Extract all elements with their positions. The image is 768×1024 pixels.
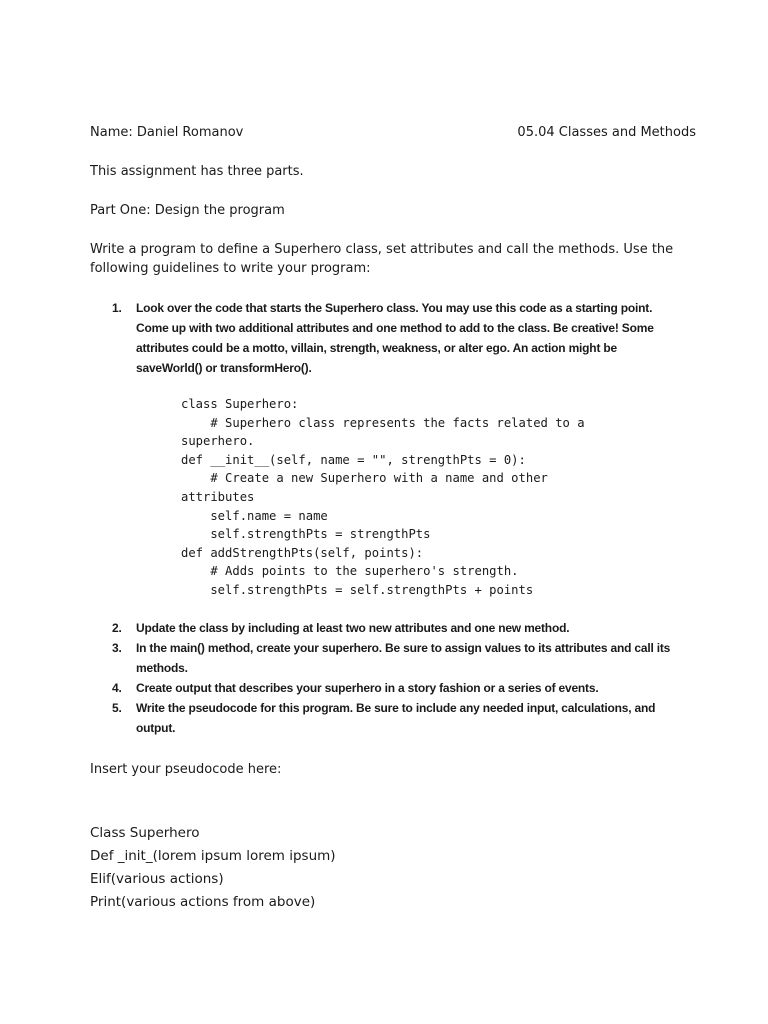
step-item	[90, 698, 680, 738]
step-line: methods.	[136, 660, 188, 675]
header	[90, 124, 696, 142]
step-line: output.	[136, 720, 176, 735]
intro-text: This assignment has three parts.	[90, 164, 304, 179]
code-line: def addStrengthPts(self, points):	[181, 545, 424, 560]
step-number: 5.	[112, 700, 122, 715]
step-line: Update the class by including at least two new attributes and one new method.	[136, 620, 570, 635]
part-one-description	[90, 240, 680, 278]
code-line: def __init__(self, name = "", strengthPts = 0):	[181, 452, 526, 467]
code-line: # Superhero class represents the facts related to a	[181, 415, 585, 430]
step-number: 2.	[112, 620, 122, 635]
step-line: Look over the code that starts the Superhero class. You may use this code as a starting point.	[136, 301, 653, 315]
description-line: Write a program to define a Superhero class, set attributes and call the methods. Use the	[90, 242, 674, 257]
step-line: In the main() method, create your superhero. Be sure to assign values to its attributes and call its	[136, 640, 671, 655]
code-line: # Create a new Superhero with a name and other	[181, 471, 548, 486]
pseudocode-block	[90, 822, 680, 914]
step-line: saveWorld() or transformHero().	[136, 361, 312, 375]
pseudocode-line: Elif(various actions)	[90, 870, 224, 887]
insert-pseudocode-heading: Insert your pseudocode here:	[90, 761, 282, 777]
step-item	[90, 298, 680, 378]
code-line: self.name = name	[181, 508, 328, 523]
part-one-heading: Part One: Design the program	[90, 203, 285, 218]
step-number: 1.	[112, 301, 122, 315]
pseudocode-line: Def _init_(lorem ipsum lorem ipsum)	[90, 847, 336, 864]
step-line: Create output that describes your superhero in a story fashion or a series of events.	[136, 680, 599, 695]
step-number: 4.	[112, 680, 122, 695]
code-line: superhero.	[181, 434, 255, 449]
code-line: self.strengthPts = self.strengthPts + points	[181, 582, 534, 597]
step-item	[90, 618, 680, 638]
step-number: 3.	[112, 640, 122, 655]
student-name: Name: Daniel Romanov	[90, 125, 244, 140]
step-line: Come up with two additional attributes and one method to add to the class. Be creative! Some	[136, 321, 654, 335]
code-line: self.strengthPts = strengthPts	[181, 527, 431, 542]
step-item	[90, 638, 680, 678]
code-line: attributes	[181, 489, 255, 504]
document-page	[90, 124, 696, 914]
step-line: attributes could be a motto, villain, strength, weakness, or alter ego. An action might be	[136, 341, 617, 355]
step-item	[90, 678, 680, 698]
code-block	[181, 395, 680, 600]
assignment-title: 05.04 Classes and Methods	[517, 125, 696, 140]
step-list-first	[90, 298, 680, 378]
description-line: following guidelines to write your program:	[90, 261, 371, 276]
step-line: Write the pseudocode for this program. Be sure to include any needed input, calculations, and	[136, 700, 656, 715]
pseudocode-line: Class Superhero	[90, 824, 200, 841]
step-list-rest	[90, 618, 680, 738]
code-line: # Adds points to the superhero's strength.	[181, 564, 519, 579]
pseudocode-line: Print(various actions from above)	[90, 893, 316, 910]
code-line: class Superhero:	[181, 397, 299, 411]
